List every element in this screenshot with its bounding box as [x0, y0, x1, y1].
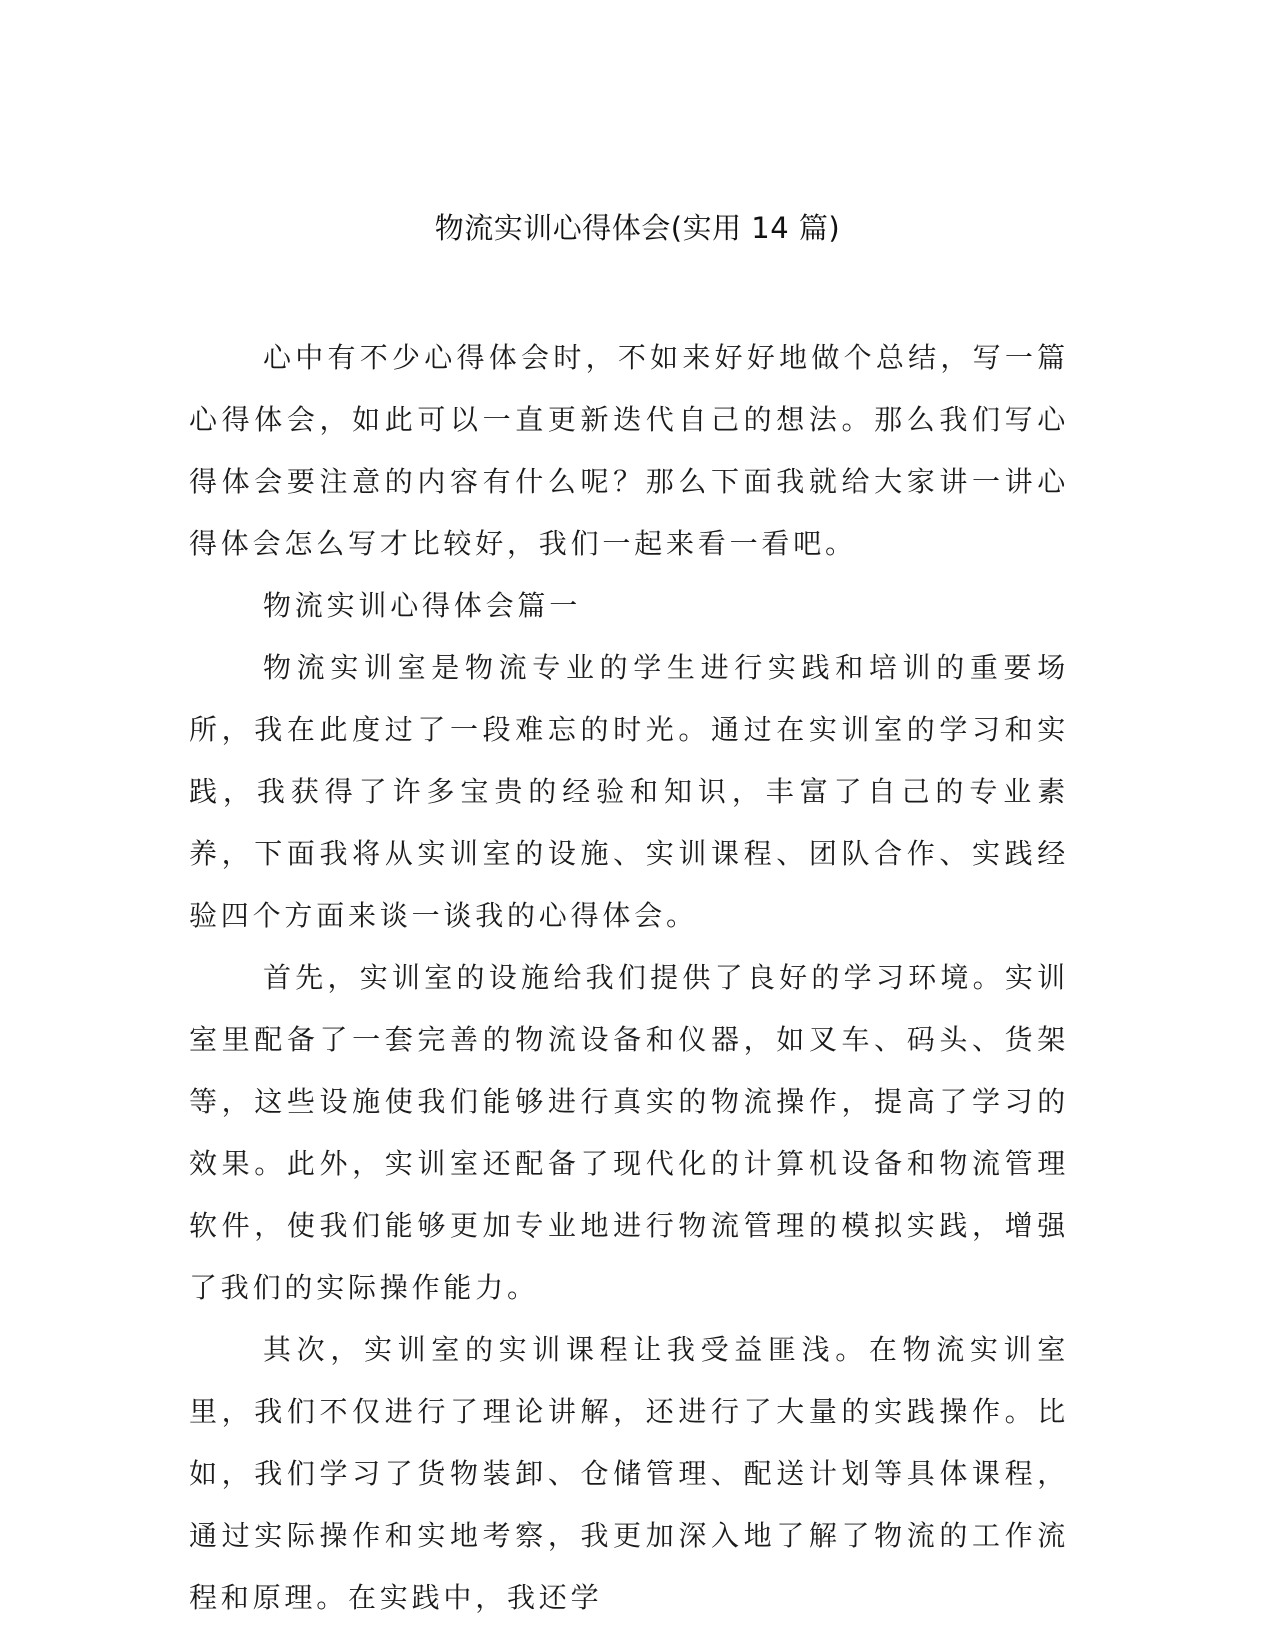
document-title: 物流实训心得体会(实用 14 篇) — [434, 211, 841, 245]
body-paragraph: 首先，实训室的设施给我们提供了良好的学习环境。实训室里配备了一套完善的物流设备和仪器，如叉车、码头、货架等，这些设施使我们能够进行真实的物流操作，提高了学习的效果。此外，实训室还配备了现代化的计算机设备和物流管理软件，使我们能够更加专业地进行物流管理的模拟实践，增强了我们的实际操作能力。 — [189, 961, 1069, 1304]
intro-paragraph: 心中有不少心得体会时，不如来好好地做个总结，写一篇心得体会，如此可以一直更新迭代自己的想法。那么我们写心得体会要注意的内容有什么呢？那么下面我就给大家讲一讲心得体会怎么写才比较好，我们一起来看一看吧。 — [189, 341, 1069, 560]
body-paragraph: 其次，实训室的实训课程让我受益匪浅。在物流实训室里，我们不仅进行了理论讲解，还进行了大量的实践操作。比如，我们学习了货物装卸、仓储管理、配送计划等具体课程，通过实际操作和实地考察，我更加深入地了解了物流的工作流程和原理。在实践中，我还学 — [189, 1333, 1069, 1614]
section-heading: 物流实训心得体会篇一 — [263, 589, 582, 622]
document-body — [189, 327, 1069, 1629]
body-paragraph: 物流实训室是物流专业的学生进行实践和培训的重要场所，我在此度过了一段难忘的时光。通过在实训室的学习和实践，我获得了许多宝贵的经验和知识，丰富了自己的专业素养，下面我将从实训室的设施、实训课程、团队合作、实践经验四个方面来谈一谈我的心得体会。 — [189, 651, 1069, 932]
